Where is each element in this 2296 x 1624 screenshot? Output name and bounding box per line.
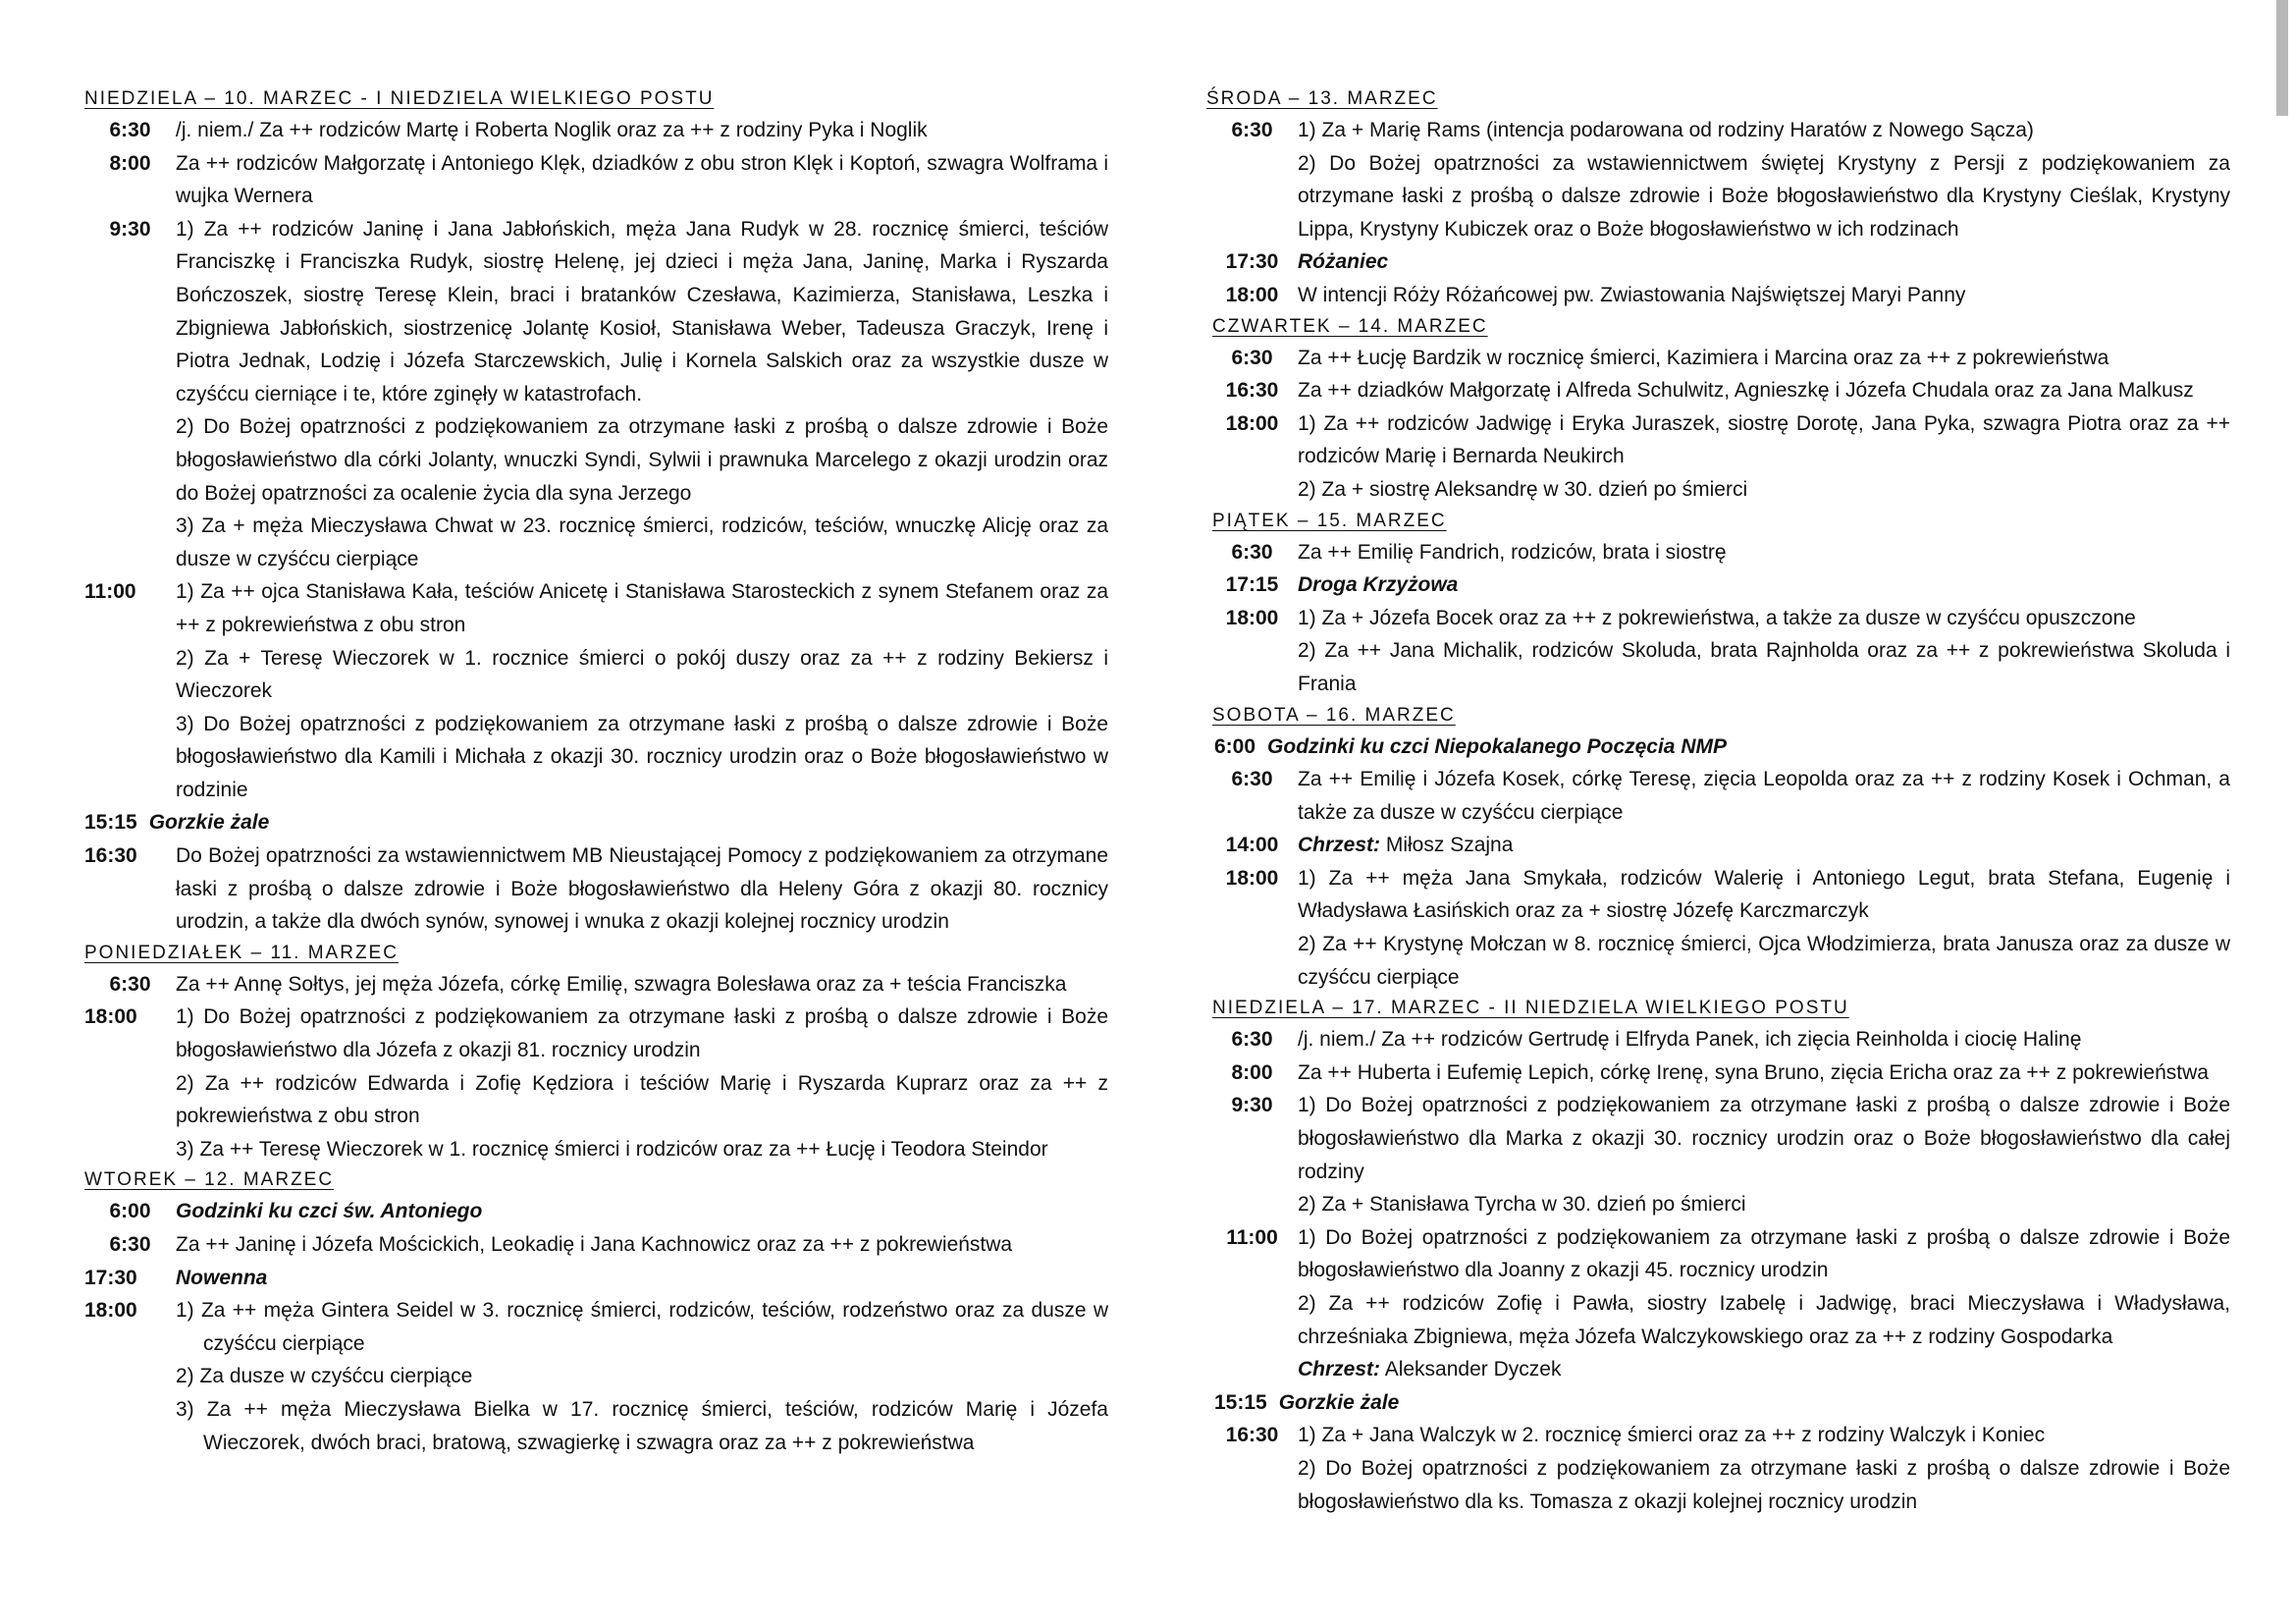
intention-text: 2) Za dusze w czyśćcu cierpiące (176, 1365, 473, 1388)
service-entry (1206, 731, 2230, 764)
mass-entry (1206, 862, 2230, 994)
entry-text (176, 575, 1108, 806)
entry-text (176, 1001, 1108, 1165)
entry-time: 16:30 (1225, 1424, 1279, 1447)
intention-text: 2) Za ++ rodziców Zofię i Pawła, siostry Izabelę i Jadwigę, braci Mieczysława i Władysława, chrześniaka Zbigniewa, męża Józefa Walczykowskiego oraz za ++ z rodziny Gospodarka (1298, 1292, 2230, 1348)
entry-time: 11:00 (1226, 1225, 1278, 1249)
mass-entry (1206, 1419, 2230, 1518)
intention-text: 1) Za ++ męża Jana Smykała, rodziców Walerię i Antoniego Legut, brata Stefana, Eugenię i Władysława Łasińskich oraz za + siostrę Józefę Karczmarczyk (1298, 866, 2230, 923)
intention-text: 3) Do Bożej opatrzności z podziękowaniem za otrzymane łaski z prośbą o dalsze zdrowie i Boże błogosławieństwo dla Kamili i Michała z okazji 30. rocznicy urodzin oraz o Boże błogosławieństwo w rodzinie (176, 712, 1108, 801)
entry-time: 18:00 (84, 1299, 137, 1323)
service-line (1298, 829, 2230, 862)
intention-text: Za ++ rodziców Małgorzatę i Antoniego Klęk, dziadków z obu stron Klęk i Koptoń, szwagra Wolframa i wujka Wernera (176, 151, 1108, 208)
intention-text: 2) Za ++ Krystynę Mołczan w 8. rocznicę śmierci, Ojca Włodzimierza, brata Janusza oraz za dusze w czyśćcu cierpiące (1298, 933, 2230, 989)
entry-time: 6:00 (1214, 734, 1256, 758)
entry-time: 6:30 (1231, 119, 1273, 141)
entry-time: 11:00 (84, 580, 136, 604)
intention-text: Za ++ Janinę i Józefa Mościckich, Leokadię i Jana Kachnowicz oraz za ++ z pokrewieństwa (176, 1233, 1013, 1256)
mass-entry (1206, 245, 2230, 279)
intention-text: Za ++ Łucję Bardzik w rocznicę śmierci, Kazimiera i Marcina oraz za ++ z pokrewieństwa (1298, 346, 2109, 369)
intention-text: 3) Za + męża Mieczysława Chwat w 23. rocznicę śmierci, rodziców, teściów, wnuczkę Alicję oraz za dusze w czyśćcu cierpiące (176, 514, 1108, 570)
service-line (1298, 568, 2230, 602)
entry-time: 17:30 (1225, 250, 1279, 274)
intention-text: 1) Do Bożej opatrzności z podziękowaniem za otrzymane łaski z prośbą o dalsze zdrowie i Boże błogosławieństwo dla Józefa z okazji 81. rocznicy urodzin (176, 1005, 1108, 1062)
service-detail: Miłosz Szajna (1385, 834, 1514, 857)
mass-entry (84, 1195, 1108, 1228)
mass-entry (1206, 763, 2230, 829)
day-header: ŚRODA – 13. MARZEC (1206, 88, 1438, 109)
day-header: PONIEDZIAŁEK – 11. MARZEC (84, 942, 399, 963)
day-header: PIĄTEK – 15. MARZEC (1212, 510, 1447, 531)
entry-text (1298, 374, 2230, 407)
service-label: Różaniec (1298, 250, 1389, 274)
mass-entry (84, 968, 1108, 1001)
entry-text (176, 1262, 1108, 1295)
entry-text (1298, 829, 2230, 862)
intention-text: 2) Za + Stanisława Tyrcha w 30. dzień po śmierci (1298, 1193, 1746, 1217)
mass-entry (84, 1294, 1108, 1459)
entry-time: 17:30 (84, 1266, 137, 1289)
mass-entry (1206, 1023, 2230, 1056)
intention-text: 1) Za ++ ojca Stanisława Kała, teściów Anicetę i Stanisława Starosteckich z synem Stefanem oraz za ++ z pokrewieństwa z obu stron (176, 580, 1108, 636)
entry-text (1298, 279, 2230, 312)
service-label: Godzinki ku czci Niepokalanego Poczęcia NMP (1267, 734, 1727, 758)
mass-entry (84, 213, 1108, 576)
entry-text (1298, 1221, 2230, 1386)
mass-entry (1206, 407, 2230, 507)
intention-text: /j. niem./ Za ++ rodziców Gertrudę i Elfryda Panek, ich zięcia Reinholda i ciocię Halinę (1298, 1028, 2082, 1052)
entry-text (1298, 1023, 2230, 1056)
day-header: NIEDZIELA – 17. MARZEC - II NIEDZIELA WIELKIEGO POSTU (1212, 998, 1849, 1019)
day-header: SOBOTA – 16. MARZEC (1212, 704, 1456, 726)
service-label: Gorzkie żale (1278, 1390, 1400, 1414)
intention-text: Za ++ Emilię i Józefa Kosek, córkę Teresę, zięcia Leopolda oraz za ++ z rodziny Kosek i Ochman, a także za dusze w czyśćcu cierpiące (1298, 768, 2230, 824)
intention-text: 1) Za + Józefa Bocek oraz za ++ z pokrewieństwa, a także za dusze w czyśćcu opuszczone (1298, 606, 2136, 629)
mass-entry (84, 114, 1108, 147)
intention-text: 1) Za + Marię Rams (intencja podarowana od rodziny Haratów z Nowego Sącza) (1298, 119, 2034, 141)
entry-text (176, 1228, 1108, 1262)
entry-text (1298, 536, 2230, 569)
intention-text: 1) Za ++ męża Gintera Seidel w 3. rocznicę śmierci, rodziców, teściów, rodzeństwo oraz za dusze w czyśćcu cierpiące (176, 1299, 1108, 1355)
service-label: Chrzest: (1298, 834, 1381, 857)
entry-time: 18:00 (1225, 606, 1279, 629)
mass-entry (1206, 342, 2230, 375)
entry-text (176, 147, 1108, 213)
entry-time: 18:00 (84, 1005, 137, 1029)
entry-text (176, 968, 1108, 1001)
entry-text (1298, 114, 2230, 245)
intention-text: 2) Za + siostrę Aleksandrę w 30. dzień po śmierci (1298, 477, 1748, 501)
mass-entry (1206, 568, 2230, 602)
service-label: Nowenna (176, 1266, 268, 1289)
service-label: Godzinki ku czci św. Antoniego (176, 1200, 483, 1223)
mass-entry (84, 1001, 1108, 1165)
entry-time: 6:00 (109, 1200, 151, 1223)
entry-time: 15:15 (1214, 1390, 1267, 1414)
entry-text (176, 839, 1108, 939)
entry-time: 15:15 (84, 811, 137, 835)
intention-text: 2) Do Bożej opatrzności za wstawiennictwem świętej Krystyny z Persji z podziękowaniem za otrzymane łaski z prośbą o dalsze zdrowie i Boże błogosławieństwo dla Krystyny Cieślak, Krystyny Lippa, Krystyny Kubiczek oraz o Boże błogosławieństwo w ich rodzinach (1298, 151, 2230, 241)
entry-time: 8:00 (109, 151, 151, 175)
mass-entry (1206, 602, 2230, 701)
intention-text: Do Bożej opatrzności za wstawiennictwem MB Nieustającej Pomocy z podziękowaniem za otrzymane łaski z prośbą o dalsze zdrowie i Boże błogosławieństwo dla Heleny Góra z okazji 80. rocznicy urodzin, a także dla dwóch synów, synowej i wnuka z okazji kolejnej rocznicy urodzin (176, 844, 1108, 934)
entry-time: 6:30 (1231, 540, 1273, 564)
entry-text (1298, 245, 2230, 279)
service-line (1298, 1353, 2230, 1386)
service-entry (84, 806, 1108, 839)
intention-text: Za ++ dziadków Małgorzatę i Alfreda Schulwitz, Agnieszkę i Józefa Chudala oraz za Jana Malkusz (1298, 379, 2194, 403)
intention-text: 2) Za + Teresę Wieczorek w 1. rocznice śmierci o pokój duszy oraz za ++ z rodziny Bekiersz i Wieczorek (176, 646, 1108, 703)
mass-entry (1206, 279, 2230, 312)
entry-time: 9:30 (1231, 1094, 1273, 1117)
intention-text: Za ++ Emilię Fandrich, rodziców, brata i siostrę (1298, 540, 1727, 564)
mass-entry (1206, 1056, 2230, 1090)
entry-text (1298, 342, 2230, 375)
entry-time: 14:00 (1225, 834, 1279, 857)
intention-text: 1) Do Bożej opatrzności z podziękowaniem za otrzymane łaski z prośbą o dalsze zdrowie i Boże błogosławieństwo dla Joanny z okazji 45. rocznicy urodzin (1298, 1225, 2230, 1282)
entry-time: 9:30 (109, 217, 151, 241)
intention-text: Za ++ Huberta i Eufemię Lepich, córkę Irenę, syna Bruno, zięcia Ericha oraz za ++ z pokrewieństwa (1298, 1060, 2209, 1084)
entry-time: 6:30 (1231, 768, 1273, 791)
entry-text (1298, 1056, 2230, 1090)
entry-time: 17:15 (1225, 573, 1279, 597)
mass-entry (84, 839, 1108, 939)
intention-text: 2) Za ++ Jana Michalik, rodziców Skoluda, brata Rajnholda oraz za ++ z pokrewieństwa Skoluda i Frania (1298, 639, 2230, 695)
service-line (176, 1195, 1108, 1228)
mass-entry (84, 575, 1108, 806)
mass-entry (84, 1262, 1108, 1295)
service-label: Gorzkie żale (148, 811, 270, 835)
entry-text (1298, 862, 2230, 994)
entry-time: 6:30 (109, 1233, 151, 1256)
service-detail: Aleksander Dyczek (1384, 1358, 1562, 1381)
mass-entry (1206, 1221, 2230, 1386)
entry-text (176, 213, 1108, 576)
entry-time: 8:00 (1231, 1060, 1273, 1084)
entry-time: 16:30 (84, 844, 137, 868)
entry-time: 18:00 (1225, 283, 1279, 306)
entry-time: 18:00 (1225, 411, 1279, 435)
entry-text (1298, 407, 2230, 507)
entry-time: 6:30 (1231, 346, 1273, 369)
entry-text (176, 1195, 1108, 1228)
intention-text: Za ++ Annę Sołtys, jej męża Józefa, córkę Emilię, szwagra Bolesława oraz za + teścia Franciszka (176, 972, 1067, 996)
mass-entry (84, 1228, 1108, 1262)
intention-text: W intencji Róży Różańcowej pw. Zwiastowania Najświętszej Maryi Panny (1298, 283, 1966, 306)
mass-entry (84, 147, 1108, 213)
service-label: Chrzest: (1298, 1358, 1381, 1381)
mass-entry (1206, 374, 2230, 407)
entry-text (1298, 602, 2230, 701)
intention-text: 1) Za + Jana Walczyk w 2. rocznicę śmierci oraz za ++ z rodziny Walczyk i Koniec (1298, 1424, 2046, 1447)
intention-text: 1) Do Bożej opatrzności z podziękowaniem za otrzymane łaski z prośbą o dalsze zdrowie i Boże błogosławieństwo dla Marka z okazji 30. rocznicy urodzin oraz o Boże błogosławieństwo dla całej rodziny (1298, 1094, 2230, 1183)
intention-text: 2) Do Bożej opatrzności z podziękowaniem za otrzymane łaski z prośbą o dalsze zdrowie i Boże błogosławieństwo dla córki Jolanty, wnuczki Syndi, Sylwii i prawnuka Marcelego z okazji urodzin oraz do Bożej opatrzności za ocalenie życia dla syna Jerzego (176, 415, 1108, 505)
service-label: Droga Krzyżowa (1298, 573, 1459, 597)
entry-text (176, 114, 1108, 147)
service-entry (1206, 1386, 2230, 1420)
entry-text (1298, 568, 2230, 602)
service-line (1298, 245, 2230, 279)
intention-text: 2) Do Bożej opatrzności z podziękowaniem za otrzymane łaski z prośbą o dalsze zdrowie i Boże błogosławieństwo dla ks. Tomasza z okazji kolejnej rocznicy urodzin (1298, 1456, 2230, 1513)
scrollbar-thumb[interactable] (2276, 0, 2288, 116)
service-line (176, 1262, 1108, 1295)
mass-entry (1206, 114, 2230, 245)
entry-time: 18:00 (1225, 866, 1279, 890)
day-header: CZWARTEK – 14. MARZEC (1212, 315, 1488, 337)
day-header: NIEDZIELA – 10. MARZEC - I NIEDZIELA WIELKIEGO POSTU (84, 88, 715, 109)
mass-entry (1206, 1089, 2230, 1220)
entry-time: 6:30 (1231, 1028, 1273, 1052)
mass-entry (1206, 536, 2230, 569)
intention-text: 3) Za ++ męża Mieczysława Bielka w 17. rocznicę śmierci, teściów, rodziców Marię i Józefa Wieczorek, dwóch braci, bratową, szwagierkę i szwagra oraz za ++ z pokrewieństwa (176, 1397, 1108, 1454)
mass-entry (1206, 829, 2230, 862)
entry-time: 6:30 (109, 972, 151, 996)
entry-text (176, 1294, 1108, 1459)
entry-time: 6:30 (109, 119, 151, 141)
entry-time: 16:30 (1225, 379, 1279, 403)
intention-text: 1) Za ++ rodziców Jadwigę i Eryka Juraszek, siostrę Dorotę, Jana Pyka, szwagra Piotra oraz za ++ rodziców Marię i Bernarda Neukirch (1298, 411, 2230, 468)
intention-text: /j. niem./ Za ++ rodziców Martę i Roberta Noglik oraz za ++ z rodziny Pyka i Noglik (176, 119, 928, 141)
entry-text (1298, 1089, 2230, 1220)
intention-text: 2) Za ++ rodziców Edwarda i Zofię Kędziora i teściów Marię i Ryszarda Kuprarz oraz za ++ z pokrewieństwa z obu stron (176, 1071, 1108, 1128)
intention-text: 3) Za ++ Teresę Wieczorek w 1. rocznicę śmierci i rodziców oraz za ++ Łucję i Teodora Steindor (176, 1137, 1048, 1161)
left-column (84, 84, 1108, 1459)
right-column (1206, 84, 2230, 1518)
intention-text: 1) Za ++ rodziców Janinę i Jana Jabłońskich, męża Jana Rudyk w 28. rocznicę śmierci, teściów Franciszkę i Franciszka Rudyk, siostrę Helenę, jej dzieci i męża Jana, Janinę, Marka i Ryszarda Bończoszek, siostrę Teresę Klein, braci i bratanków Czesława, Kazimierza, Stanisława, Leszka i Zbigniewa Jabłońskich, siostrzenicę Jolantę Kosioł, Stanisława Weber, Tadeusza Graczyk, Irenę i Piotra Jednak, Lodzię i Józefa Starczewskich, Julię i Kornela Salskich oraz za wszystkie dusze w czyśćcu cierniące i te, które zginęły w katastrofach. (176, 217, 1108, 406)
entry-text (1298, 1419, 2230, 1518)
day-header: WTOREK – 12. MARZEC (84, 1169, 335, 1191)
entry-text (1298, 763, 2230, 829)
